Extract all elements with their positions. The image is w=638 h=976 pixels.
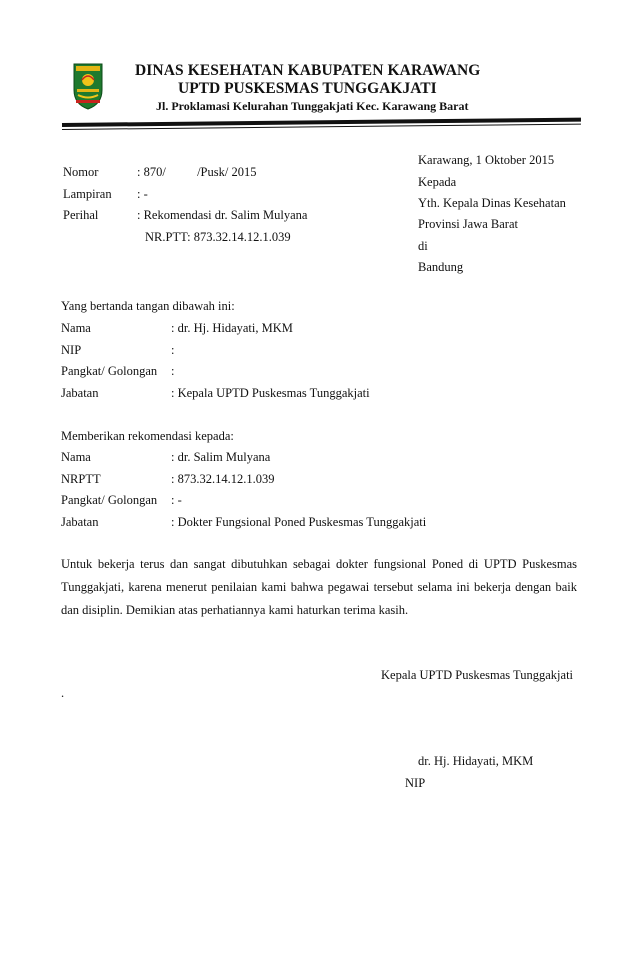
karawang-regency-logo	[72, 60, 104, 110]
closing-signer-nip: NIP	[405, 776, 426, 790]
signer-pangkat-label: Pangkat/ Golongan	[61, 364, 158, 378]
recommended-nama-label: Nama	[61, 450, 91, 464]
nomor-value: : 870/ /Pusk/ 2015	[137, 165, 257, 179]
recommended-pangkat-label: Pangkat/ Golongan	[61, 493, 158, 507]
signer-nama-value: : dr. Hj. Hidayati, MKM	[171, 321, 293, 335]
signer-intro: Yang bertanda tangan dibawah ini:	[61, 299, 235, 313]
recommended-jabatan-value: : Dokter Fungsional Poned Puskesmas Tunggakjati	[171, 515, 427, 529]
recipient-label: Kepada	[418, 175, 457, 189]
signer-jabatan-label: Jabatan	[61, 386, 99, 400]
signer-nama-label: Nama	[61, 321, 91, 335]
recommended-nama-value: : dr. Salim Mulyana	[171, 450, 271, 464]
closing-signer-name: dr. Hj. Hidayati, MKM	[418, 754, 534, 768]
recommended-pangkat-value: : -	[171, 493, 182, 507]
perihal-label: Perihal	[63, 208, 99, 222]
lampiran-label: Lampiran	[63, 187, 112, 201]
recipient-di: di	[418, 239, 428, 253]
body-paragraph: Untuk bekerja terus dan sangat dibutuhkan sebagai dokter fungsional Poned di UPTD Puskesmas Tunggakjati, karena menerut penilaian kami bahwa pegawai tersebut selama ini bekerja dengan baik dan disiplin. Demikian atas perhatiannya kami haturkan terima kasih.	[61, 557, 577, 617]
recipient-province: Provinsi Jawa Barat	[418, 217, 518, 231]
recommendation-intro: Memberikan rekomendasi kepada:	[61, 429, 234, 443]
recommended-jabatan-label: Jabatan	[61, 515, 99, 529]
recipient-city: Bandung	[418, 260, 464, 274]
signer-nip-label: NIP	[61, 343, 82, 357]
office-name: UPTD PUSKESMAS TUNGGAKJATI	[178, 80, 437, 97]
perihal-nrptt: NR.PTT: 873.32.14.12.1.039	[145, 230, 291, 244]
signer-nip-value: :	[171, 343, 175, 357]
recommended-nrptt-label: NRPTT	[61, 472, 101, 486]
recipient-name: Yth. Kepala Dinas Kesehatan	[418, 196, 566, 210]
perihal-value: : Rekomendasi dr. Salim Mulyana	[137, 208, 308, 222]
nomor-label: Nomor	[63, 165, 99, 179]
letter-date: Karawang, 1 Oktober 2015	[418, 153, 555, 167]
lampiran-value: : -	[137, 187, 148, 201]
signer-pangkat-value: :	[171, 364, 175, 378]
closing-title: Kepala UPTD Puskesmas Tunggakjati	[381, 668, 574, 682]
signer-jabatan-value: : Kepala UPTD Puskesmas Tunggakjati	[171, 386, 370, 400]
office-address: Jl. Proklamasi Kelurahan Tunggakjati Kec. Karawang Barat	[156, 99, 469, 113]
recommended-nrptt-value: : 873.32.14.12.1.039	[171, 472, 275, 486]
agency-name: DINAS KESEHATAN KABUPATEN KARAWANG	[135, 62, 481, 79]
stray-dot: .	[61, 686, 65, 700]
